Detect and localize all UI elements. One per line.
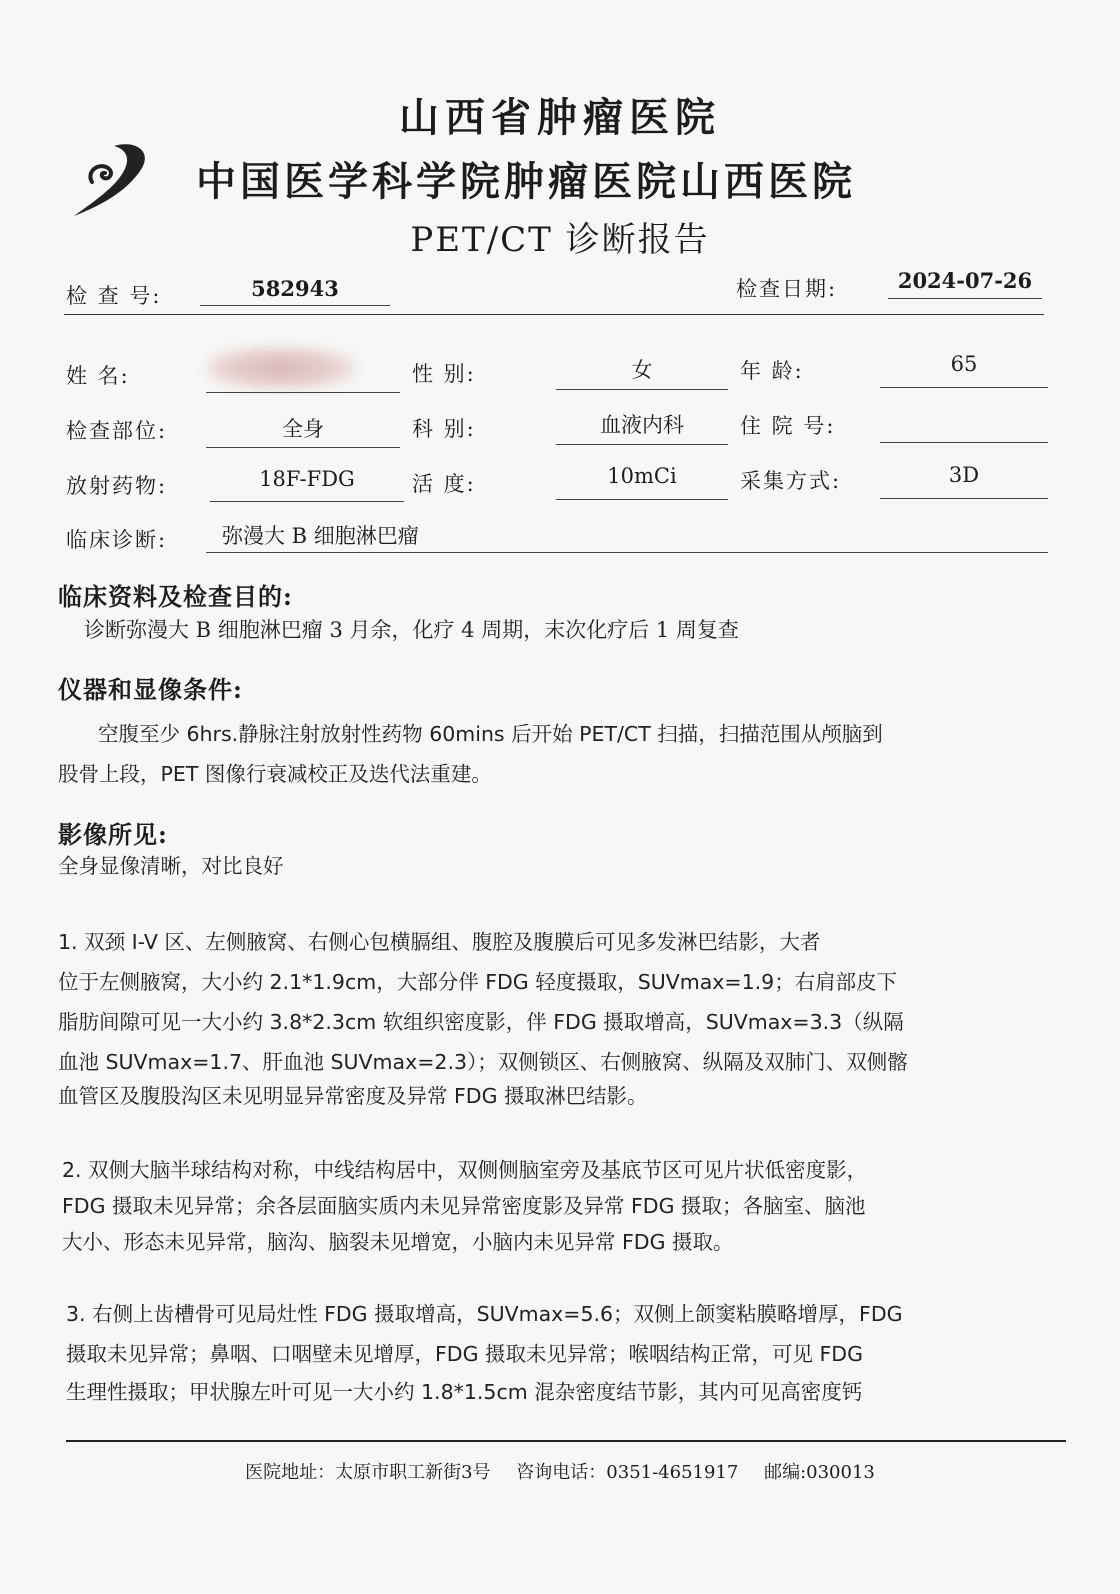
acquisition-mode: 3D <box>948 463 980 487</box>
sex-underline <box>556 389 728 390</box>
finding-1-line: 血池 SUVmax=1.7、肝血池 SUVmax=2.3）；双侧锁区、右侧腋窝、纵隔及双肺门、双侧髂 <box>58 1050 908 1074</box>
finding-2-line: FDG 摄取未见异常；余各层面脑实质内未见异常密度影及异常 FDG 摄取；各脑室、脑池 <box>62 1194 866 1218</box>
redacted-name <box>206 346 356 390</box>
finding-2-line: 大小、形态未见异常，脑沟、脑裂未见增宽，小脑内未见异常 FDG 摄取。 <box>62 1230 734 1254</box>
exam-date: 2024-07-26 <box>897 268 1033 293</box>
hospital-address: 医院地址：太原市职工新街3号 <box>245 1462 491 1483</box>
name-label: 姓 名: <box>66 364 130 388</box>
drug-underline <box>210 501 404 502</box>
activity: 10mCi <box>607 464 677 488</box>
findings-title: 影像所见: <box>58 820 168 849</box>
finding-3-line: 生理性摄取；甲状腺左叶可见一大小约 1.8*1.5cm 混杂密度结节影，其内可见高密度钙 <box>66 1380 863 1404</box>
device-text-line: 空腹至少 6hrs.静脉注射放射性药物 60mins 后开始 PET/CT 扫描，扫描范围从颅脑到 <box>98 722 883 746</box>
dept-label: 科 别: <box>412 417 476 441</box>
finding-3-line: 3. 右侧上齿槽骨可见局灶性 FDG 摄取增高，SUVmax=5.6；双侧上颌窦粘膜略增厚，FDG <box>66 1302 903 1326</box>
exam-site: 全身 <box>282 417 324 441</box>
hospital-postcode: 邮编:030013 <box>764 1462 875 1483</box>
hospital-phone: 咨询电话：0351-4651917 <box>516 1462 739 1483</box>
finding-2-line: 2. 双侧大脑半球结构对称，中线结构居中，双侧侧脑室旁及基底节区可见片状低密度影， <box>62 1158 868 1182</box>
finding-1-line: 1. 双颈 I-V 区、左侧腋窝、右侧心包横膈组、腹腔及腹膜后可见多发淋巴结影，大者 <box>58 930 821 954</box>
sex-label: 性 别: <box>412 362 476 386</box>
finding-1-line: 脂肪间隙可见一大小约 3.8*2.3cm 软组织密度影，伴 FDG 摄取增高，SUVmax=3.3（纵隔 <box>58 1010 904 1034</box>
drug-label: 放射药物: <box>66 474 168 498</box>
acquisition-label: 采集方式: <box>740 469 842 493</box>
patient-age: 65 <box>950 352 978 376</box>
device-section-title: 仪器和显像条件: <box>58 675 243 704</box>
patient-sex: 女 <box>631 358 653 382</box>
report-title: PET/CT 诊断报告 <box>410 220 710 260</box>
clinical-diagnosis: 弥漫大 B 细胞淋巴瘤 <box>222 524 419 548</box>
hospital-name-secondary: 中国医学科学院肿瘤医院山西医院 <box>196 158 856 205</box>
clinical-dx-underline <box>206 552 1048 553</box>
footer-divider <box>66 1440 1066 1442</box>
dept-underline <box>556 444 728 445</box>
clinical-info-title: 临床资料及检查目的: <box>58 582 293 611</box>
device-text-line: 股骨上段，PET 图像行衰减校正及迭代法重建。 <box>58 762 492 786</box>
acquisition-underline <box>880 498 1048 499</box>
exam-number-underline <box>200 305 390 306</box>
header-divider <box>64 314 1044 315</box>
finding-1-line: 血管区及腹股沟区未见明显异常密度及异常 FDG 摄取淋巴结影。 <box>58 1084 648 1108</box>
footer <box>0 1458 1120 1484</box>
name-underline <box>206 392 400 393</box>
clinical-info-text: 诊断弥漫大 B 细胞淋巴瘤 3 月余，化疗 4 周期，末次化疗后 1 周复查 <box>84 618 739 642</box>
exam-number-label: 检 查 号: <box>66 284 162 308</box>
findings-intro: 全身显像清晰，对比良好 <box>58 854 284 878</box>
exam-date-underline <box>888 298 1042 299</box>
clinical-dx-label: 临床诊断: <box>66 528 168 552</box>
activity-label: 活 度: <box>412 472 476 496</box>
department: 血液内科 <box>600 413 684 437</box>
inpatient-underline <box>880 442 1048 443</box>
exam-date-label: 检查日期: <box>736 277 838 301</box>
exam-number: 582943 <box>251 276 339 301</box>
activity-underline <box>556 499 728 500</box>
age-label: 年 龄: <box>740 359 804 383</box>
hospital-name: 山西省肿瘤医院 <box>399 94 721 141</box>
exam-site-label: 检查部位: <box>66 419 168 443</box>
finding-3-line: 摄取未见异常；鼻咽、口咽壁未见增厚，FDG 摄取未见异常；喉咽结构正常，可见 FDG <box>66 1342 863 1366</box>
inpatient-label: 住 院 号: <box>740 414 836 438</box>
exam-site-underline <box>206 447 400 448</box>
hospital-logo-icon <box>64 138 160 222</box>
age-underline <box>880 387 1048 388</box>
radiopharmaceutical: 18F-FDG <box>259 467 355 491</box>
finding-1-line: 位于左侧腋窝，大小约 2.1*1.9cm，大部分伴 FDG 轻度摄取，SUVmax=1.9；右肩部皮下 <box>58 970 898 994</box>
